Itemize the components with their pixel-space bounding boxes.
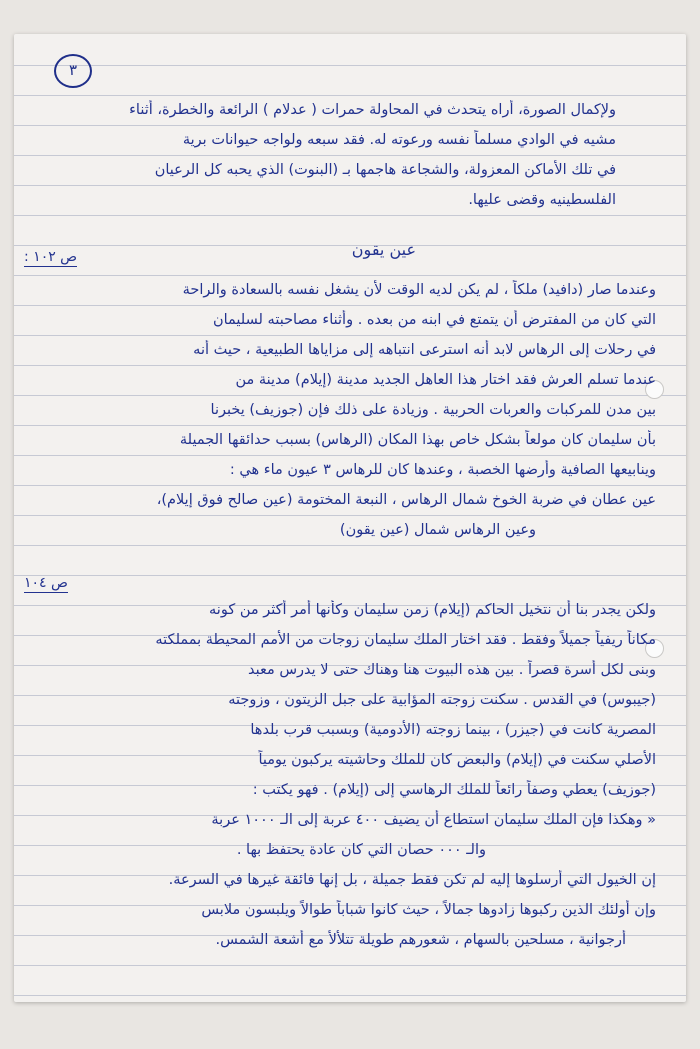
text-line: الفلسطينيه وقضى عليها. — [468, 192, 616, 208]
quote-line: « وهكذا فإن الملك سليمان استطاع أن يضيف ٤٠٠ عربة إلى الـ ١٠٠٠ عربة — [211, 812, 656, 828]
text-line: بأن سليمان كان مولعاً بشكل خاص بهذا المكان (الرهاس) بسبب حدائقها الجميلة — [179, 432, 656, 448]
quote-line: إن الخيول التي أرسلوها إليه لم تكن فقط جميلة ، بل إنها فائقة غيرها في السرعة. — [168, 872, 656, 888]
text-line: عندما تسلم العرش فقد اختار هذا العاهل الجديد مدينة (إيلام) مدينة من — [235, 372, 656, 388]
text-line: المصرية كانت في (جيزر) ، بينما زوجته (الأدومية) وبسبب قرب بلدها — [250, 722, 656, 738]
text-line: (جوزيف) يعطي وصفاً رائعاً للملك الرهاسي إلى (إيلام) . فهو يكتب : — [252, 782, 656, 798]
section-title: عين يقون — [351, 240, 416, 259]
reference-label: ص ١٠٢ : — [24, 249, 78, 265]
page-reference-102 — [24, 249, 77, 265]
notebook-page — [14, 34, 686, 1002]
text-line: وعين الرهاس شمال (عين يقون) — [339, 522, 536, 538]
page-reference-104 — [24, 575, 68, 591]
reference-label: ص ١٠٤ — [24, 575, 68, 591]
text-line: الأصلي سكنت في (إيلام) والبعض كان للملك وحاشيته يركبون يومياً — [258, 752, 656, 768]
text-line: مشيه في الوادي مسلماً نفسه ورعوته له. فقد سبعه ولواجه حيوانات برية — [182, 132, 616, 148]
text-line: مكاناً ريفياً جميلاً وفقط . فقد اختار الملك سليمان زوجات من الأمم المحيطة بمملكته — [155, 632, 656, 648]
page-number: ٣ — [54, 54, 92, 88]
text-line: في رحلات إلى الرهاس لابد أنه استرعى انتباهه إلى مزاياها الطبيعية ، حيث أنه — [193, 342, 656, 358]
text-line: وينابيعها الصافية وأرضها الخصبة ، وعندها كان للرهاس ٣ عيون ماء هي : — [229, 462, 656, 478]
quote-line: وإن أولئك الذين ركبوها زادوها جمالاً ، حيث كانوا شباباً طوالاً ويلبسون ملابس — [201, 902, 656, 918]
text-line: ولإكمال الصورة، أراه يتحدث في المحاولة حمرات ( عدلام ) الرائعة والخطرة، أثناء — [129, 102, 616, 118]
text-line: ولكن يجدر بنا أن نتخيل الحاكم (إيلام) زمن سليمان وكأنها أمر أكثر من كونه — [209, 602, 656, 618]
text-line: التي كان من المفترض أن يتمتع في ابنه من بعده . وأثناء مصاحبته لسليمان — [212, 312, 656, 328]
quote-line: أرجوانية ، مسلحين بالسهام ، شعورهم طويلة تتلألأ مع أشعة الشمس. — [215, 932, 626, 948]
text-line: في تلك الأماكن المعزولة، والشجاعة هاجمها بـ (البنوت) الذي يحبه كل الرعيان — [154, 162, 616, 178]
text-line: (جيبوس) في القدس . سكنت زوجته المؤابية على جبل الزيتون ، وزوجته — [228, 692, 656, 708]
text-line: وعندما صار (دافيد) ملكاً ، لم يكن لديه الوقت لأن يشغل نفسه بالسعادة والراحة — [182, 282, 656, 298]
text-line: عين عطان في ضربة الخوخ شمال الرهاس ، النبعة المختومة (عين صالح فوق إيلام)، — [156, 492, 656, 508]
text-line: وبنى لكل أسرة قصراً . بين هذه البيوت هنا وهناك حتى لا يدرس معبد — [247, 662, 656, 678]
quote-line: والـ ٠٠٠ حصان التي كان عادة يحتفظ بها . — [236, 842, 486, 858]
text-line: بين مدن للمركبات والعربات الحربية . وزيادة على ذلك فإن (جوزيف) يخبرنا — [210, 402, 656, 418]
